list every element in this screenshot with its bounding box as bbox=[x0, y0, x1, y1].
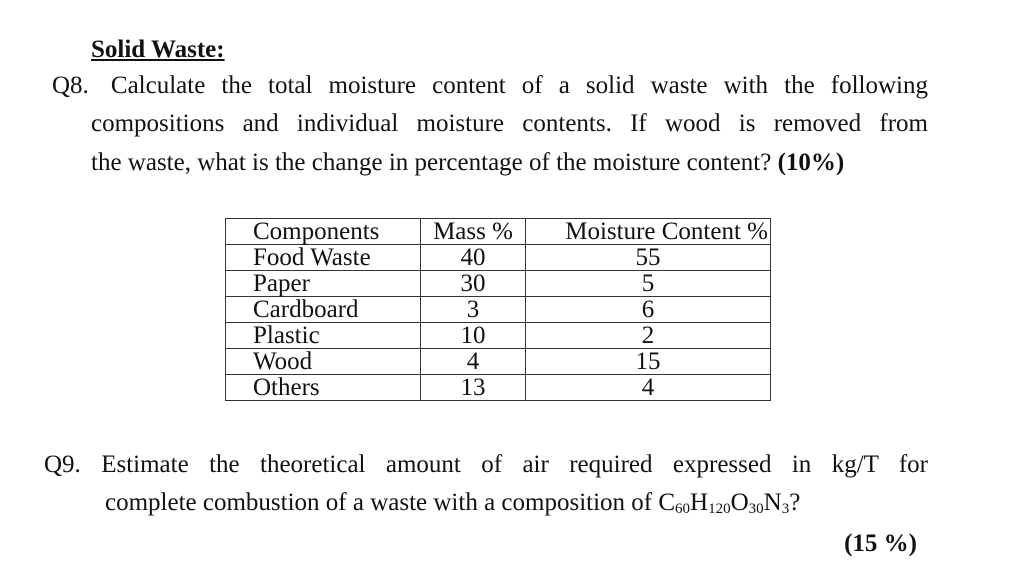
q9-line-2 bbox=[105, 489, 800, 518]
q9-marks: (15 %) bbox=[844, 530, 917, 557]
q9-text-line-2: complete combustion of a waste with a composition of bbox=[105, 489, 653, 516]
q8-text-line-2: compositions and individual moisture contents. If wood is removed from bbox=[91, 110, 928, 137]
cell-mass: 3 bbox=[421, 297, 526, 323]
cell-component: Paper bbox=[226, 271, 421, 297]
table-row bbox=[226, 375, 771, 401]
cell-mass: 10 bbox=[421, 323, 526, 349]
header-moisture: Moisture Content % bbox=[526, 219, 771, 245]
q8-number: Q8. bbox=[52, 72, 89, 99]
q9-line-1 bbox=[44, 451, 928, 479]
q8-marks: (10%) bbox=[777, 149, 845, 176]
cell-moisture: 5 bbox=[526, 271, 771, 297]
header-components: Components bbox=[226, 219, 421, 245]
table-row bbox=[226, 323, 771, 349]
cell-component: Food Waste bbox=[226, 245, 421, 271]
q8-line-3 bbox=[91, 149, 844, 177]
q9-number: Q9. bbox=[44, 451, 81, 478]
cell-mass: 4 bbox=[421, 349, 526, 375]
cell-moisture: 4 bbox=[526, 375, 771, 401]
cell-moisture: 2 bbox=[526, 323, 771, 349]
cell-component: Plastic bbox=[226, 323, 421, 349]
header-mass: Mass % bbox=[421, 219, 526, 245]
cell-moisture: 55 bbox=[526, 245, 771, 271]
cell-component: Cardboard bbox=[226, 297, 421, 323]
cell-mass: 30 bbox=[421, 271, 526, 297]
table-row bbox=[226, 297, 771, 323]
table-row bbox=[226, 349, 771, 375]
cell-moisture: 15 bbox=[526, 349, 771, 375]
q8-line-1 bbox=[52, 72, 928, 100]
chemical-formula: $C_{60}H_{120}O_{30}N_3$? bbox=[658, 489, 801, 517]
cell-component: Wood bbox=[226, 349, 421, 375]
moisture-table bbox=[225, 218, 771, 401]
q8-text-line-1: Calculate the total moisture content of a solid waste with the following bbox=[110, 72, 928, 99]
cell-mass: 40 bbox=[421, 245, 526, 271]
q8-text-line-3: the waste, what is the change in percentage of the moisture content? bbox=[91, 149, 772, 176]
cell-component: Others bbox=[226, 375, 421, 401]
section-title: Solid Waste: bbox=[91, 36, 225, 63]
table-row bbox=[226, 271, 771, 297]
table-row bbox=[226, 245, 771, 271]
cell-moisture: 6 bbox=[526, 297, 771, 323]
table-header-row bbox=[226, 219, 771, 245]
cell-mass: 13 bbox=[421, 375, 526, 401]
q9-text-line-1: Estimate the theoretical amount of air required expressed in kg/T for bbox=[101, 451, 928, 478]
